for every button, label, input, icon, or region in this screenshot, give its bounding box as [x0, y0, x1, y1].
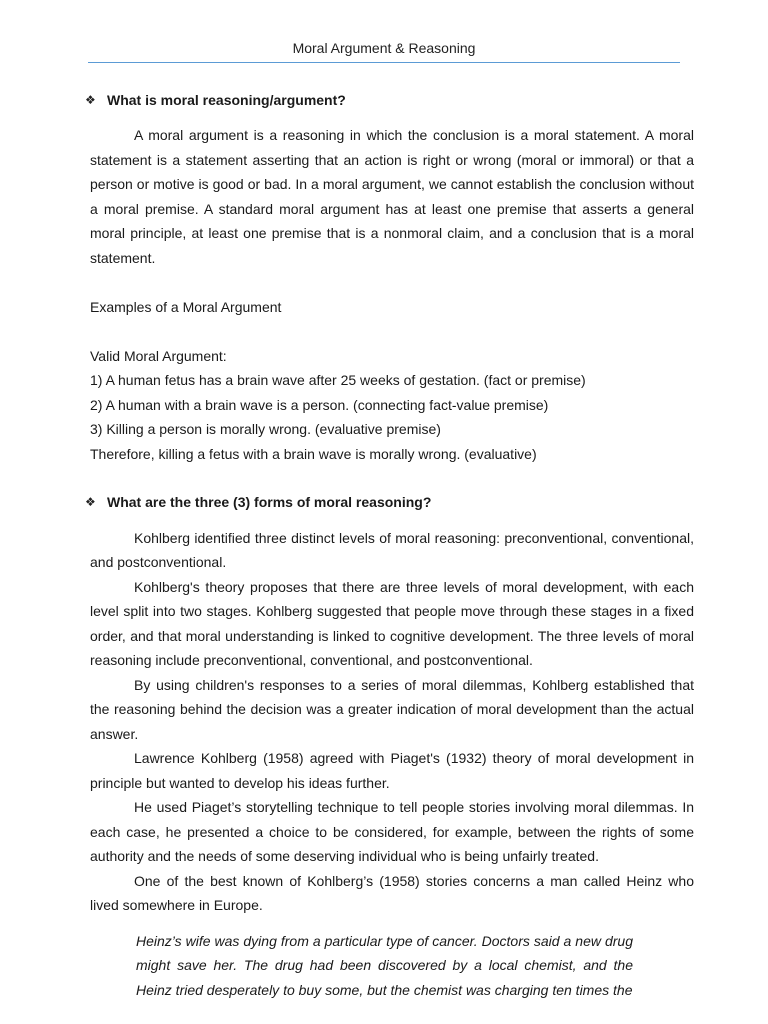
- body-paragraph: Lawrence Kohlberg (1958) agreed with Piaget's (1932) theory of moral development in principle but wanted to develop his ideas further.: [90, 750, 694, 791]
- header-divider: [88, 62, 680, 63]
- section-heading-text: What are the three (3) forms of moral reasoning?: [107, 494, 432, 511]
- section-heading-moral-reasoning: [85, 88, 694, 112]
- examples-title: Examples of a Moral Argument: [90, 298, 282, 315]
- section-heading-forms: [85, 491, 694, 515]
- body-paragraph: Kohlberg identified three distinct levels of moral reasoning: preconventional, conventional, and postconventional.: [90, 529, 694, 570]
- valid-argument-label: Valid Moral Argument:: [90, 347, 227, 364]
- heinz-dilemma-quote: Heinz’s wife was dying from a particular type of cancer. Doctors said a new drug might save her. The drug had been discovered by a local chemist, and the Heinz tried desperately to buy some, but the chemist was charging ten times the: [136, 932, 633, 998]
- body-paragraph: Kohlberg's theory proposes that there are three levels of moral development, with each level split into two stages. Kohlberg suggested that people move through these stages in a fixed order, and that moral understanding is linked to cognitive development. The three levels of moral reasoning include preconventional, conventional, and postconventional.: [90, 578, 694, 668]
- argument-line: 2) A human with a brain wave is a person. (connecting fact-value premise): [90, 396, 549, 413]
- section-heading-text: What is moral reasoning/argument?: [107, 91, 346, 108]
- body-paragraph: By using children's responses to a series of moral dilemmas, Kohlberg established that the reasoning behind the decision was a greater indication of moral development than the actual answer.: [90, 676, 694, 742]
- argument-line: 3) Killing a person is morally wrong. (evaluative premise): [90, 421, 441, 437]
- definition-paragraph: A moral argument is a reasoning in which the conclusion is a moral statement. A moral statement is a statement asserting that an action is right or wrong (moral or immoral) or that a person or motive is good or bad. In a moral argument, we cannot establish the conclusion without a moral premise. A standard moral argument has at least one premise that asserts a general moral principle, at least one premise that is a nonmoral claim, and a conclusion that is a moral statement.: [90, 127, 694, 266]
- argument-line: 1) A human fetus has a brain wave after 25 weeks of gestation. (fact or premise): [90, 372, 586, 388]
- diamond-bullet-icon: ❖: [85, 495, 96, 510]
- diamond-bullet-icon: ❖: [85, 92, 96, 107]
- document-body: [85, 88, 694, 1002]
- argument-conclusion: Therefore, killing a fetus with a brain wave is morally wrong. (evaluative): [90, 445, 537, 462]
- body-paragraph: One of the best known of Kohlberg’s (1958) stories concerns a man called Heinz who lived somewhere in Europe.: [90, 872, 694, 913]
- body-paragraph: He used Piaget’s storytelling technique to tell people stories involving moral dilemmas. In each case, he presented a choice to be considered, for example, between the rights of some authority and the needs of some deserving individual who is being unfairly treated.: [90, 799, 694, 864]
- page-header-title: Moral Argument & Reasoning: [292, 40, 476, 56]
